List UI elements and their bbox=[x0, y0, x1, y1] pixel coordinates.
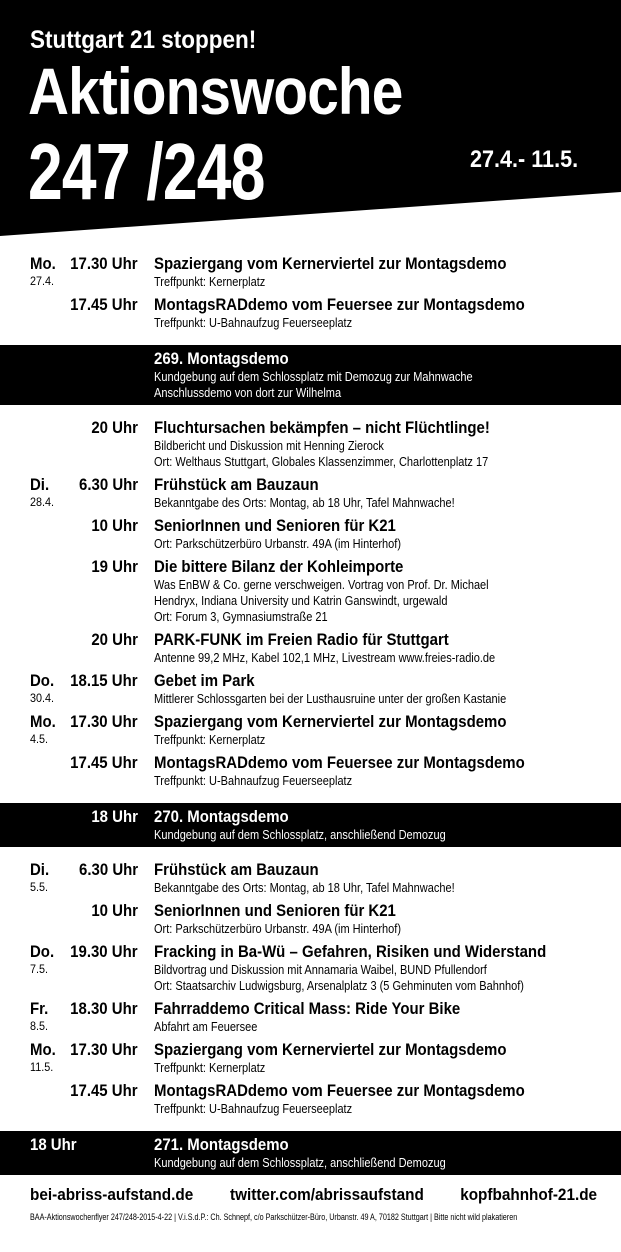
event-row bbox=[0, 474, 621, 515]
event-description-line: Kundgebung auf dem Schlossplatz, anschließend Demozug bbox=[154, 1156, 446, 1170]
event-details bbox=[154, 556, 614, 625]
event-time: 17.45 Uhr bbox=[70, 295, 138, 314]
event-row bbox=[0, 998, 621, 1039]
event-title: PARK-FUNK im Freien Radio für Stuttgart bbox=[154, 630, 449, 649]
event-description-line: Treffpunkt: U-Bahnaufzug Feuerseeplatz bbox=[154, 316, 353, 330]
event-details bbox=[154, 1080, 614, 1117]
flyer-date-range: 27.4.- 11.5. bbox=[470, 146, 579, 173]
event-title: Die bittere Bilanz der Kohleimporte bbox=[154, 557, 404, 576]
event-weekday: Do. bbox=[30, 671, 55, 690]
event-details bbox=[154, 474, 614, 511]
event-time: 17.30 Uhr bbox=[70, 1040, 138, 1059]
event-row bbox=[0, 900, 621, 941]
event-weekday: Mo. bbox=[30, 712, 56, 731]
event-description-line: Mittlerer Schlossgarten bei der Lusthausruine unter der großen Kastanie bbox=[154, 692, 507, 706]
event-title: Spaziergang vom Kernerviertel zur Montagsdemo bbox=[154, 1040, 507, 1059]
event-description-line: Treffpunkt: U-Bahnaufzug Feuerseeplatz bbox=[154, 774, 353, 788]
event-title: Spaziergang vom Kernerviertel zur Montagsdemo bbox=[154, 254, 507, 273]
event-time: 17.45 Uhr bbox=[70, 753, 138, 772]
event-row bbox=[0, 941, 621, 998]
event-description-line: Treffpunkt: Kernerplatz bbox=[154, 1061, 266, 1075]
event-date: 4.5. bbox=[30, 732, 49, 746]
event-details bbox=[154, 417, 614, 470]
event-row bbox=[0, 859, 621, 900]
montagsdemo-band bbox=[0, 1131, 621, 1175]
event-title: Fahrraddemo Critical Mass: Ride Your Bike bbox=[154, 999, 461, 1018]
imprint-text: BAA-Aktionswochenflyer 247/248-2015-4-22 | V.i.S.d.P.: Ch. Schnepf, c/o Parkschützer-Büro, Urbanstr. 49 A, 70182 Stuttgart | Bitte nicht wild plakatieren bbox=[30, 1212, 518, 1222]
event-date: 11.5. bbox=[30, 1060, 54, 1074]
event-details bbox=[154, 998, 614, 1035]
event-time: 17.30 Uhr bbox=[70, 254, 138, 273]
event-description-line: Anschlussdemo von dort zur Wilhelma bbox=[154, 386, 342, 400]
event-title: Spaziergang vom Kernerviertel zur Montagsdemo bbox=[154, 712, 507, 731]
event-description-line: Kundgebung auf dem Schlossplatz, anschließend Demozug bbox=[154, 828, 446, 842]
event-title: Fracking in Ba-Wü – Gefahren, Risiken und Widerstand bbox=[154, 942, 547, 961]
event-title: 271. Montagsdemo bbox=[154, 1135, 289, 1154]
event-time: 18.30 Uhr bbox=[70, 999, 138, 1018]
event-title: MontagsRADdemo vom Feuersee zur Montagsdemo bbox=[154, 1081, 525, 1100]
flyer-subtitle: Stuttgart 21 stoppen! bbox=[30, 26, 257, 54]
event-details bbox=[154, 859, 614, 896]
event-time: 20 Uhr bbox=[91, 418, 138, 437]
event-row bbox=[0, 253, 621, 294]
event-details bbox=[154, 349, 614, 401]
event-weekday: Di. bbox=[30, 475, 50, 494]
event-time: 18 Uhr bbox=[30, 1135, 77, 1154]
flyer-issue-number: 247 /248 bbox=[28, 127, 265, 216]
event-date: 28.4. bbox=[30, 495, 55, 509]
event-row bbox=[0, 711, 621, 752]
event-description-line: Bildbericht und Diskussion mit Henning Zierock bbox=[154, 439, 384, 453]
event-time: 17.30 Uhr bbox=[70, 712, 138, 731]
event-details bbox=[154, 1039, 614, 1076]
event-time: 10 Uhr bbox=[91, 516, 138, 535]
event-row bbox=[0, 629, 621, 670]
event-row bbox=[0, 1039, 621, 1080]
event-description-line: Treffpunkt: U-Bahnaufzug Feuerseeplatz bbox=[154, 1102, 353, 1116]
event-description-line: Ort: Staatsarchiv Ludwigsburg, Arsenalplatz 3 (5 Gehminuten vom Bahnhof) bbox=[154, 979, 524, 993]
event-details bbox=[154, 752, 614, 789]
flyer-title: Aktionswoche bbox=[28, 54, 403, 128]
event-time: 18.15 Uhr bbox=[70, 671, 138, 690]
event-details bbox=[154, 900, 614, 937]
event-date: 5.5. bbox=[30, 880, 49, 894]
event-description-line: Treffpunkt: Kernerplatz bbox=[154, 275, 266, 289]
event-row bbox=[0, 752, 621, 793]
event-weekday: Mo. bbox=[30, 1040, 56, 1059]
event-weekday: Di. bbox=[30, 860, 50, 879]
event-date: 8.5. bbox=[30, 1019, 49, 1033]
event-description-line: Abfahrt am Feuersee bbox=[154, 1020, 258, 1034]
event-title: Gebet im Park bbox=[154, 671, 255, 690]
event-row bbox=[0, 1080, 621, 1121]
event-description-line: Ort: Parkschützerbüro Urbanstr. 49A (im Hinterhof) bbox=[154, 537, 401, 551]
event-details bbox=[154, 515, 614, 552]
event-time: 6.30 Uhr bbox=[78, 475, 138, 494]
event-title: 270. Montagsdemo bbox=[154, 807, 289, 826]
website-link-kopfbahnhof-21[interactable]: kopfbahnhof-21.de bbox=[460, 1185, 597, 1204]
montagsdemo-band bbox=[0, 345, 621, 405]
event-description-line: Treffpunkt: Kernerplatz bbox=[154, 733, 266, 747]
event-description-line: Bekanntgabe des Orts: Montag, ab 18 Uhr, Tafel Mahnwache! bbox=[154, 881, 455, 895]
event-description-line: Ort: Welthaus Stuttgart, Globales Klassenzimmer, Charlottenplatz 17 bbox=[154, 455, 489, 469]
website-link-bei-abriss-aufstand[interactable]: bei-abriss-aufstand.de bbox=[30, 1185, 194, 1204]
event-title: Frühstück am Bauzaun bbox=[154, 860, 319, 879]
event-title: SeniorInnen und Senioren für K21 bbox=[154, 901, 396, 920]
event-weekday: Fr. bbox=[30, 999, 49, 1018]
event-title: MontagsRADdemo vom Feuersee zur Montagsdemo bbox=[154, 753, 525, 772]
twitter-link[interactable]: twitter.com/abrissaufstand bbox=[230, 1185, 424, 1204]
event-details bbox=[154, 807, 614, 843]
flyer-footer bbox=[0, 1185, 621, 1222]
event-time: 19.30 Uhr bbox=[70, 942, 138, 961]
footer-links bbox=[0, 1185, 621, 1211]
event-description-line: Ort: Parkschützerbüro Urbanstr. 49A (im Hinterhof) bbox=[154, 922, 401, 936]
event-title: SeniorInnen und Senioren für K21 bbox=[154, 516, 396, 535]
event-details bbox=[154, 711, 614, 748]
event-date: 27.4. bbox=[30, 274, 55, 288]
event-row bbox=[0, 294, 621, 335]
event-program bbox=[0, 253, 621, 1187]
event-details bbox=[154, 670, 614, 707]
event-details bbox=[154, 253, 614, 290]
event-time: 6.30 Uhr bbox=[78, 860, 138, 879]
event-title: Frühstück am Bauzaun bbox=[154, 475, 319, 494]
event-description-line: Bildvortrag und Diskussion mit Annamaria Waibel, BUND Pfullendorf bbox=[154, 963, 487, 977]
event-row bbox=[0, 417, 621, 474]
event-description-line: Hendryx, Indiana University und Katrin Ganswindt, urgewald bbox=[154, 594, 448, 608]
event-time: 19 Uhr bbox=[91, 557, 138, 576]
event-title: Fluchtursachen bekämpfen – nicht Flüchtlinge! bbox=[154, 418, 490, 437]
event-details bbox=[154, 1135, 614, 1171]
event-description-line: Kundgebung auf dem Schlossplatz mit Demozug zur Mahnwache bbox=[154, 370, 473, 384]
event-weekday: Mo. bbox=[30, 254, 56, 273]
flyer-header bbox=[0, 0, 621, 240]
montagsdemo-band bbox=[0, 803, 621, 847]
event-details bbox=[154, 629, 614, 666]
event-row bbox=[0, 670, 621, 711]
event-date: 30.4. bbox=[30, 691, 55, 705]
event-details bbox=[154, 941, 614, 994]
event-description-line: Was EnBW & Co. gerne verschweigen. Vortrag von Prof. Dr. Michael bbox=[154, 578, 489, 592]
event-description-line: Antenne 99,2 MHz, Kabel 102,1 MHz, Livestream www.freies-radio.de bbox=[154, 651, 496, 665]
event-description-line: Ort: Forum 3, Gymnasiumstraße 21 bbox=[154, 610, 328, 624]
event-time: 20 Uhr bbox=[91, 630, 138, 649]
event-date: 7.5. bbox=[30, 962, 49, 976]
event-time: 18 Uhr bbox=[91, 807, 138, 826]
event-title: MontagsRADdemo vom Feuersee zur Montagsdemo bbox=[154, 295, 525, 314]
event-details bbox=[154, 294, 614, 331]
event-time: 17.45 Uhr bbox=[70, 1081, 138, 1100]
event-time: 10 Uhr bbox=[91, 901, 138, 920]
event-description-line: Bekanntgabe des Orts: Montag, ab 18 Uhr, Tafel Mahnwache! bbox=[154, 496, 455, 510]
event-weekday: Do. bbox=[30, 942, 55, 961]
event-row bbox=[0, 556, 621, 629]
event-title: 269. Montagsdemo bbox=[154, 349, 289, 368]
event-row bbox=[0, 515, 621, 556]
